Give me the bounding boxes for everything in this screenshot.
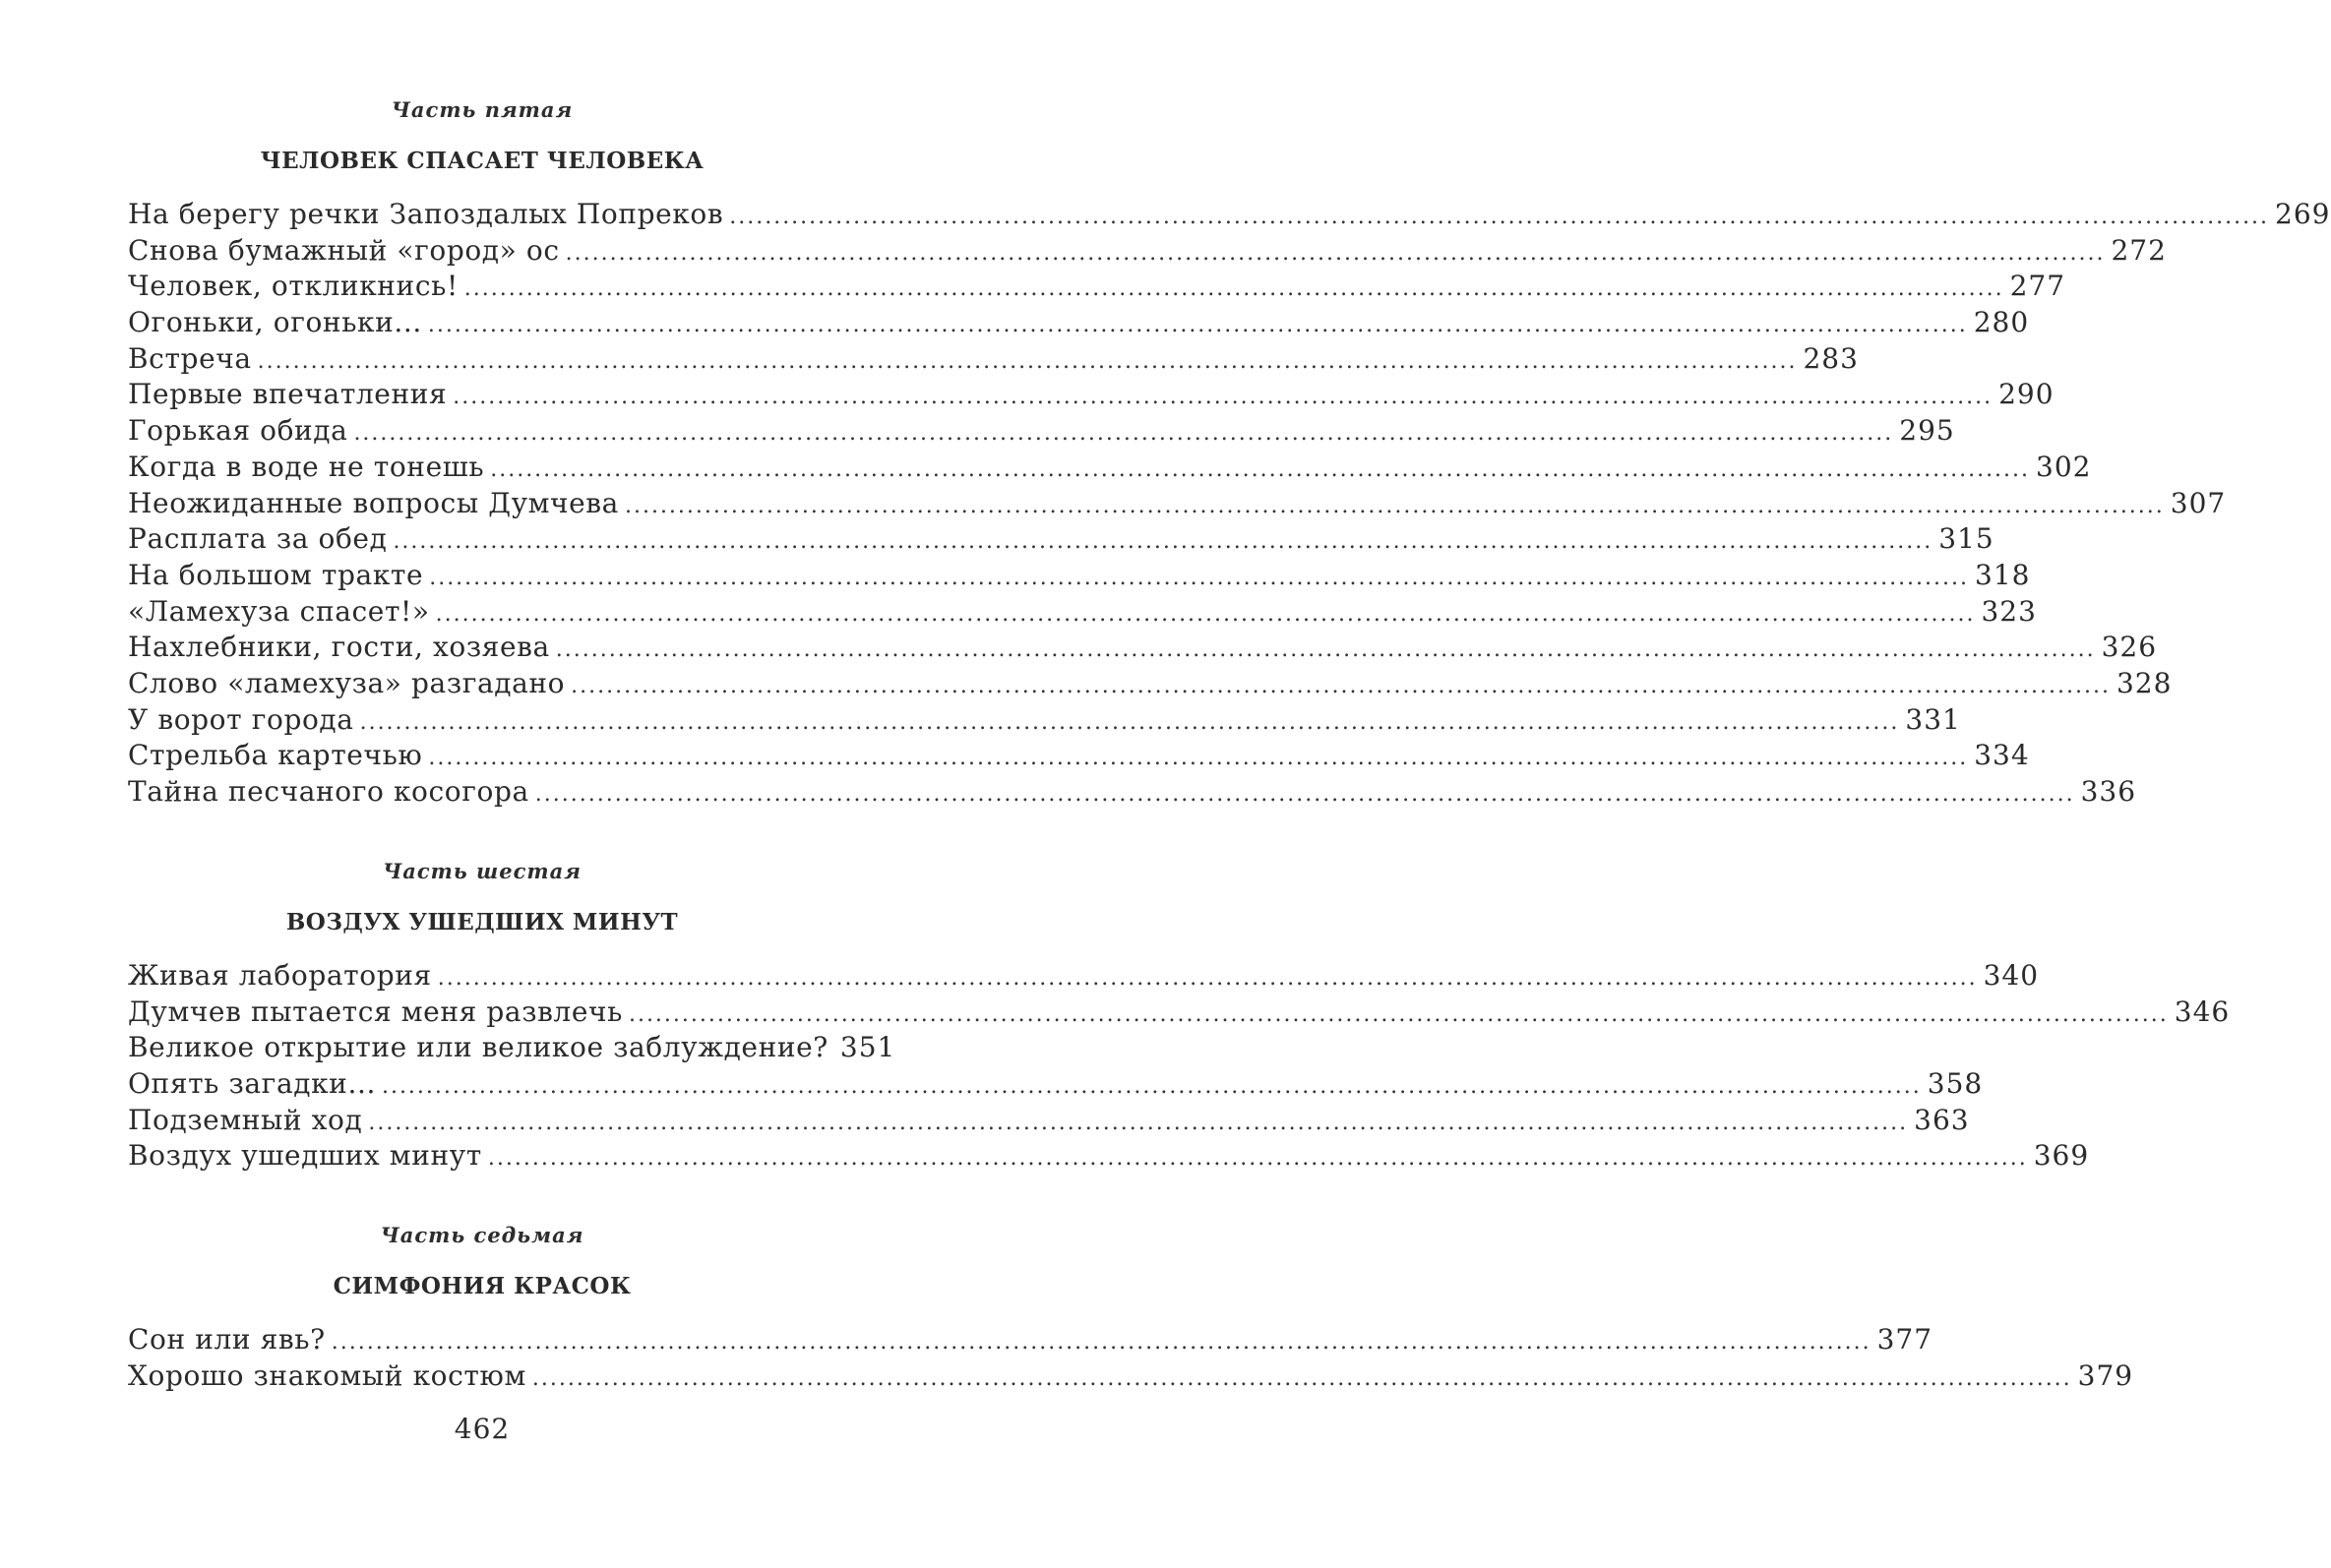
toc-entry: [128, 558, 2031, 594]
toc-entry: [128, 450, 2092, 486]
toc-entry-page: 307: [2170, 486, 2227, 519]
toc-entry-page: 295: [1899, 414, 1955, 448]
toc-entry-page: 277: [2009, 270, 2066, 303]
toc-entry-title: Великое открытие или великое заблуждение?: [128, 1031, 828, 1064]
toc-entry-page: 336: [2080, 775, 2137, 808]
toc-entry-page: 302: [2036, 450, 2092, 483]
toc-entry-page: 323: [1981, 594, 2037, 628]
toc-entry-page: 331: [1905, 702, 1961, 736]
toc-entry: [128, 995, 2231, 1031]
toc-entry: [128, 197, 2331, 233]
toc-entry-title: Воздух ушедших минут: [128, 1139, 482, 1173]
toc-entry: [128, 1066, 1984, 1103]
toc-entry-title: Огоньки, огоньки...: [128, 306, 422, 339]
dot-leader: [625, 489, 2165, 525]
dot-leader: [429, 561, 1969, 597]
toc-entry: [128, 341, 1859, 378]
dot-leader: [393, 524, 1932, 561]
dot-leader: [436, 597, 1976, 633]
dot-leader: [332, 1325, 1871, 1361]
toc-entry-title: Подземный ход: [128, 1103, 363, 1136]
toc-entry-page: 280: [1973, 306, 2030, 339]
toc-entry-page: 358: [1927, 1067, 1984, 1101]
toc-entry-title: Хорошо знакомый костюм: [128, 1358, 526, 1392]
dot-leader: [438, 961, 1978, 997]
toc-entry-title: На берегу речки Запоздалых Попреков: [128, 198, 724, 230]
toc-entry: [128, 1103, 1970, 1139]
dot-leader: [368, 1106, 1908, 1142]
toc-entry-page: 351: [839, 1031, 896, 1064]
toc-entry-title: Думчев пытается меня развлечь: [128, 995, 623, 1028]
toc-entry-title: Тайна песчаного косогора: [128, 775, 529, 808]
toc-entry-page: 377: [1876, 1323, 1933, 1356]
toc-entry-title: Встреча: [128, 341, 252, 375]
toc-entry: [128, 738, 2030, 774]
toc-entry-title: Расплата за обед: [128, 522, 388, 556]
dot-leader: [428, 308, 1968, 344]
toc-entry-page: 334: [1974, 739, 2030, 772]
toc-entry: [128, 269, 2066, 305]
toc-entry: [128, 702, 1961, 739]
toc-entry-title: Сон или явь?: [128, 1323, 326, 1356]
dot-leader: [535, 777, 2075, 814]
toc-list: [128, 1322, 2134, 1394]
part-title: СИМФОНИЯ КРАСОК: [333, 1273, 632, 1299]
toc-entry-title: «Ламехуза спасет!»: [128, 594, 430, 628]
toc-entry-title: Слово «ламехуза» разгадано: [128, 666, 566, 699]
toc-entry-page: 326: [2101, 631, 2158, 664]
toc-entry-title: Первые впечатления: [128, 378, 448, 411]
dot-leader: [629, 997, 2169, 1034]
toc-entry-title: Человек, откликнись!: [128, 270, 459, 303]
toc-entry: [128, 486, 2227, 522]
toc-entry-title: Снова бумажный «город» ос: [128, 233, 560, 267]
toc-entry-title: Живая лаборатория: [128, 959, 432, 992]
toc-entry-title: Когда в воде не тонешь: [128, 450, 485, 483]
dot-leader: [556, 633, 2096, 669]
toc-entry: [128, 233, 2167, 270]
dot-leader: [360, 705, 1900, 742]
toc-entry-page: 283: [1803, 341, 1859, 375]
toc-entry-title: Стрельба картечью: [128, 739, 423, 772]
toc-entry: [128, 1358, 2134, 1395]
dot-leader: [428, 741, 1968, 777]
toc-entry: [128, 377, 2055, 413]
toc-entry-page: 315: [1938, 522, 1994, 556]
part-label: Часть седьмая: [380, 1223, 584, 1247]
toc-entry: [128, 413, 1955, 450]
dot-leader: [532, 1361, 2072, 1398]
toc-entry-title: Неожиданные вопросы Думчева: [128, 486, 619, 519]
dot-leader: [353, 416, 1893, 452]
toc-entry-title: У ворот города: [128, 702, 354, 736]
part-title: ВОЗДУХ УШЕДШИХ МИНУТ: [285, 909, 679, 935]
toc-entry: [128, 1138, 2090, 1175]
toc-entry: [128, 666, 2173, 702]
dot-leader: [488, 1141, 2028, 1177]
part-label: Часть пятая: [391, 97, 574, 122]
toc-entry: [128, 521, 1994, 558]
toc-entry: [128, 774, 2137, 811]
toc-entry-page: 272: [2111, 233, 2167, 267]
toc-list: [128, 958, 2231, 1175]
toc-entry-title: Опять загадки...: [128, 1067, 376, 1101]
toc-entry-page: 269: [2275, 198, 2331, 230]
toc-entry: [128, 958, 2040, 995]
toc-entry: [128, 630, 2158, 666]
toc-entry-title: Нахлебники, гости, хозяева: [128, 631, 550, 664]
toc-entry-page: 318: [1975, 558, 2031, 591]
toc-entry-page: 340: [1983, 959, 2040, 992]
toc-entry-page: 290: [1998, 378, 2055, 411]
dot-leader: [258, 344, 1798, 381]
toc-entry-title: Горькая обида: [128, 414, 348, 448]
toc-entry-page: 328: [2116, 666, 2173, 699]
dot-leader: [490, 452, 2030, 489]
dot-leader: [453, 380, 1993, 416]
part-label: Часть шестая: [383, 859, 582, 883]
toc-entry-title: На большом тракте: [128, 558, 424, 591]
toc-entry-page: 363: [1914, 1103, 1970, 1136]
dot-leader: [464, 271, 2004, 308]
dot-leader: [566, 236, 2106, 272]
dot-leader: [571, 669, 2111, 705]
toc-list: [128, 197, 2331, 811]
toc-entry: [128, 1030, 896, 1066]
toc-entry: [128, 594, 2037, 631]
page-number: 462: [454, 1413, 511, 1445]
toc-entry-page: 379: [2077, 1358, 2134, 1392]
toc-entry: [128, 1322, 1933, 1358]
dot-leader: [382, 1069, 1922, 1106]
toc-entry: [128, 305, 2030, 341]
dot-leader: [729, 200, 2269, 236]
toc-entry-page: 346: [2174, 995, 2231, 1028]
toc-entry-page: 369: [2033, 1139, 2090, 1173]
part-title: ЧЕЛОВЕК СПАСАЕТ ЧЕЛОВЕКА: [260, 148, 705, 174]
